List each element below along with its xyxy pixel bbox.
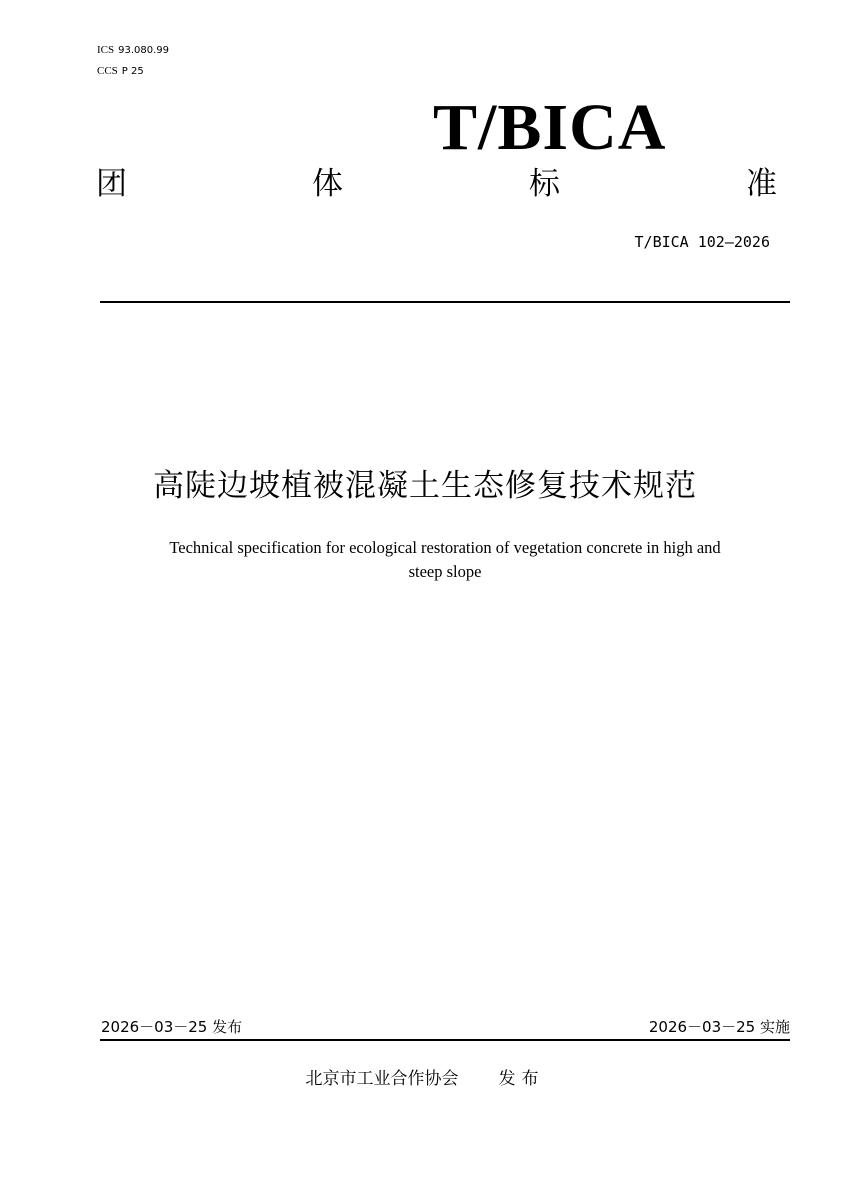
implement-date: 2026－03－25 实施 xyxy=(648,1018,790,1036)
english-title-line-2: steep slope xyxy=(408,562,482,581)
issue-word: 发布 xyxy=(498,1069,545,1089)
ics-label: ICS xyxy=(97,44,115,56)
ccs-code: P 25 xyxy=(121,66,144,77)
document-title-english xyxy=(95,536,795,584)
standard-type-char: 团 xyxy=(96,166,127,202)
ccs-line xyxy=(97,64,144,79)
association-logo: T/BICA xyxy=(433,91,667,164)
standard-type-char: 准 xyxy=(746,166,777,202)
publish-date: 2026－03－25 发布 xyxy=(101,1018,243,1036)
english-title-line-1: Technical specification for ecological restoration of vegetation concrete in high and xyxy=(169,538,721,557)
ccs-label: CCS xyxy=(97,65,118,77)
standard-type-char: 标 xyxy=(529,166,560,202)
ics-line xyxy=(97,43,169,58)
standard-type-char: 体 xyxy=(312,166,343,202)
issuer-line xyxy=(0,1067,850,1091)
bottom-divider xyxy=(100,1039,790,1041)
standard-type xyxy=(96,162,786,206)
document-title-chinese: 高陡边坡植被混凝土生态修复技术规范 xyxy=(153,468,697,504)
issuer-name: 北京市工业合作协会 xyxy=(305,1069,459,1089)
standard-number: T/BICA 102—2026 xyxy=(634,233,770,251)
top-divider xyxy=(100,301,790,303)
ics-code: 93.080.99 xyxy=(118,45,170,56)
